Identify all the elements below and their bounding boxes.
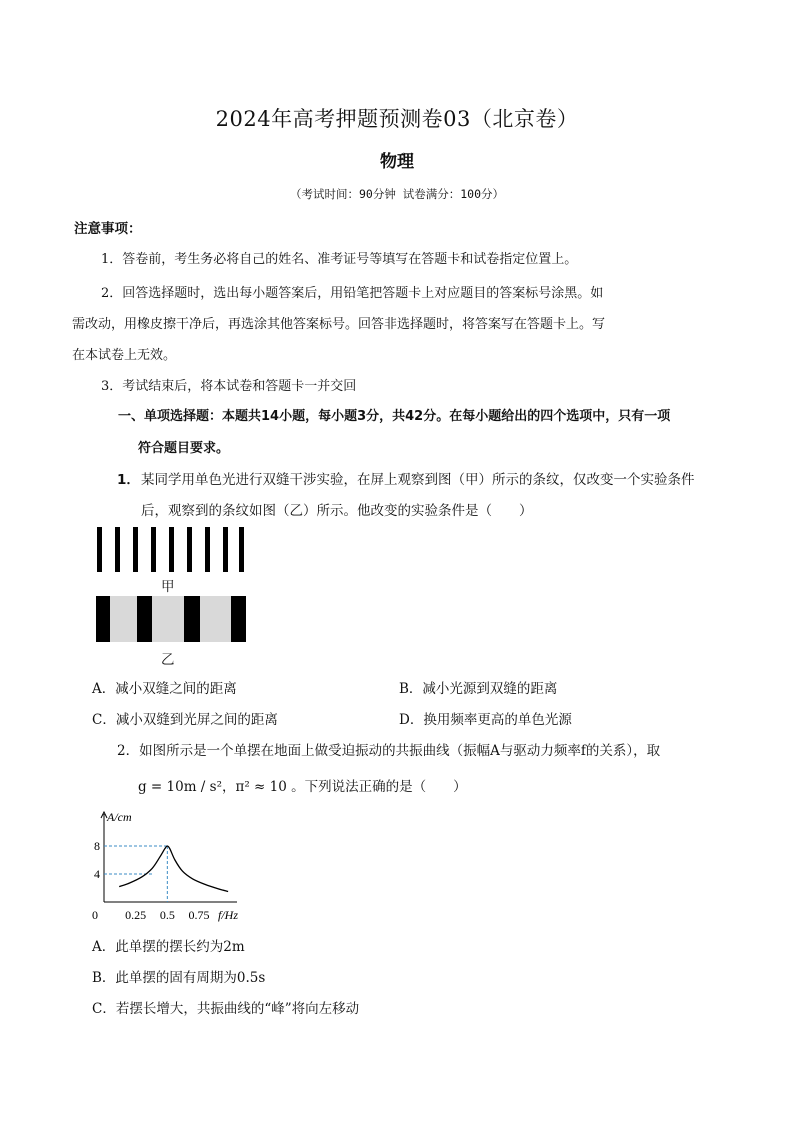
note-line-3: 需改动，用橡皮擦干净后，再选涂其他答案标号。回答非选择题时，将答案写在答题卡上。写: [72, 317, 606, 332]
fringe-pattern-b: [96, 596, 246, 642]
x-axis-label: f/Hz: [218, 908, 239, 922]
q2-text-line-2: g = 10m / s²，π² ≈ 10 。下列说法正确的是（ ）: [138, 779, 467, 795]
q1-number: 1．: [117, 472, 140, 488]
q1-option-d: D．换用频率更高的单色光源: [399, 712, 572, 728]
fringe-label-b: 乙: [161, 652, 175, 668]
section-heading-line-2: 符合题目要求。: [138, 441, 230, 456]
page-title: 2024年高考押题预测卷03（北京卷）: [215, 107, 579, 131]
x-tick-label: 0: [92, 908, 98, 922]
note-line-4: 在本试卷上无效。: [72, 348, 177, 363]
q1-option-c: C．减小双缝到光屏之间的距离: [92, 712, 278, 728]
q2-text-line-1: 2．如图所示是一个单摆在地面上做受迫振动的共振曲线（振幅A与驱动力频率f的关系），取: [117, 743, 661, 759]
q1-option-a: A．减小双缝之间的距离: [92, 681, 237, 697]
q2-option-b: B．此单摆的固有周期为0.5s: [92, 970, 266, 986]
x-tick-label: 0.75: [188, 908, 210, 922]
q2-option-a: A．此单摆的摆长约为2m: [92, 939, 245, 955]
note-line-5: 3．考试结束后，将本试卷和答题卡一并交回: [101, 379, 357, 394]
q2-option-c: C．若摆长增大，共振曲线的“峰”将向左移动: [92, 1001, 360, 1017]
resonance-curve-chart: [84, 806, 244, 922]
note-line-1: 1．答卷前，考生务必将自己的姓名、准考证号等填写在答题卡和试卷指定位置上。: [101, 252, 578, 267]
subject-heading: 物理: [380, 152, 414, 172]
y-tick-label: 8: [94, 839, 100, 853]
exam-info: （考试时间：90分钟 试卷满分：100分）: [289, 187, 505, 201]
x-tick-label: 0.25: [125, 908, 147, 922]
notes-title: 注意事项：: [74, 221, 142, 237]
q1-text-line-1: 某同学用单色光进行双缝干涉实验，在屏上观察到图（甲）所示的条纹，仅改变一个实验条件: [141, 472, 695, 488]
note-line-2: 2．回答选择题时，选出每小题答案后，用铅笔把答题卡上对应题目的答案标号涂黑。如: [101, 286, 604, 301]
y-tick-label: 4: [94, 867, 100, 881]
x-tick-label: 0.5: [159, 908, 175, 922]
y-axis-label: A/cm: [107, 810, 132, 824]
fringe-pattern-a: [96, 527, 246, 572]
resonance-curve: [119, 846, 228, 892]
q1-option-b: B．减小光源到双缝的距离: [399, 681, 558, 697]
q1-text-line-2: 后，观察到的条纹如图（乙）所示。他改变的实验条件是（ ）: [141, 503, 533, 519]
fringe-label-a: 甲: [161, 579, 175, 595]
section-heading-line-1: 一、单项选择题：本题共14小题，每小题3分，共42分。在每小题给出的四个选项中，只有一项: [118, 409, 671, 424]
